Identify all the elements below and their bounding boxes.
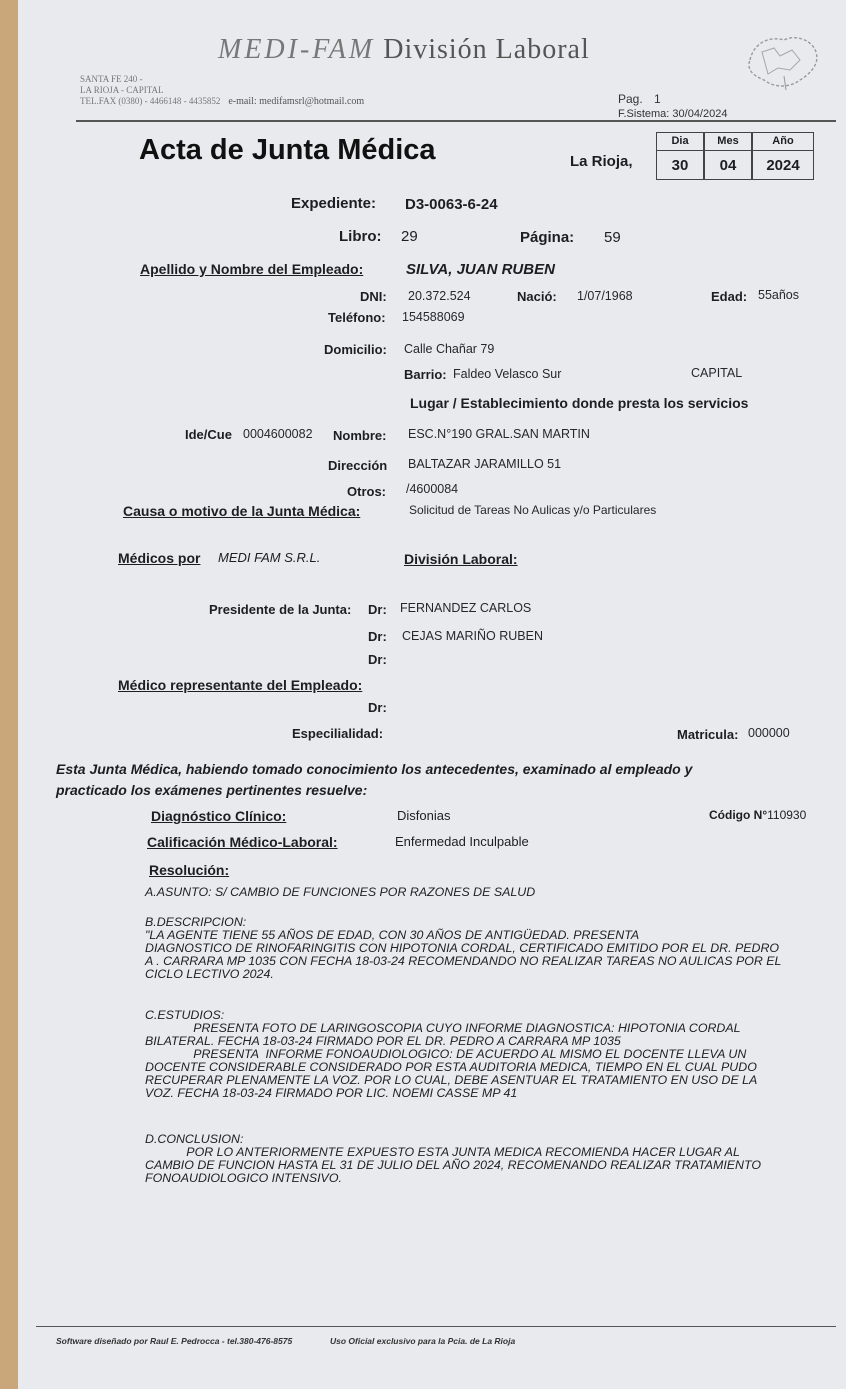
section-title: B.DESCRIPCION: <box>145 915 247 929</box>
text-line: RECUPERAR PLENAMENTE LA VOZ. POR LO CUAL, DEBE ASENTUAR EL TRATAMIENTO EN USO DE LA <box>145 1073 758 1087</box>
workplace-name-label: Nombre: <box>333 428 387 443</box>
text-line: DOCENTE CONSIDERABLE CONSIDERADO POR ESTA AUDITORIA MEDICA, TIEMPO EN EL CUAL PUDO <box>145 1060 757 1074</box>
text-line: CAMBIO DE FUNCION HASTA EL 31 DE JULIO DEL AÑO 2024, RECOMENANDO REALIZAR TRATAMIENTO <box>145 1158 761 1172</box>
idecue-value: 0004600082 <box>243 427 313 441</box>
official-use-note: Uso Oficial exclusivo para la Pcia. de La Rioja <box>330 1336 516 1346</box>
month-label: Mes <box>705 133 751 151</box>
code-value: 110930 <box>767 808 807 822</box>
statement-line: practicado los exámenes pertinentes resuelve: <box>56 782 368 798</box>
phone-value: 154588069 <box>402 310 465 324</box>
city-value: CAPITAL <box>691 366 743 380</box>
code-label: Código N° <box>709 808 768 822</box>
direccion-label: Dirección <box>328 458 388 473</box>
otros-label: Otros: <box>347 484 386 499</box>
cause-value: Solicitud de Tareas No Aulicas y/o Particulares <box>409 503 657 517</box>
page-number: 1 <box>654 92 661 106</box>
phone-fax: TEL.FAX (0380) - 4466148 - 4435852 <box>80 96 221 106</box>
born-label: Nació: <box>517 289 557 304</box>
day-value: 30 <box>671 157 689 174</box>
text-line: VOZ. FECHA 18-03-24 FIRMADO POR LIC. NOEMI CASSE MP 41 <box>145 1086 518 1100</box>
year-label: Año <box>753 133 813 151</box>
dr-label: Dr: <box>368 629 387 644</box>
day-label: Dia <box>657 133 703 151</box>
date-month-box <box>704 132 752 180</box>
text-line: "LA AGENTE TIENE 55 AÑOS DE EDAD, CON 30 AÑOS DE ANTIGÜEDAD. PRESENTA <box>145 928 640 942</box>
resolucion-label: Resolución: <box>149 862 230 878</box>
pagina-value: 59 <box>604 229 621 246</box>
date-year-box <box>752 132 814 180</box>
text-line: CICLO LECTIVO 2024. <box>145 967 274 981</box>
section-title: D.CONCLUSION: <box>145 1132 244 1146</box>
address-line: SANTA FE 240 - <box>80 74 143 84</box>
text-line: BILATERAL. FECHA 18-03-24 FIRMADO POR EL DR. PEDRO A CARRARA MP 1035 <box>145 1034 621 1048</box>
address-label: Domicilio: <box>324 342 387 357</box>
representative-label: Médico representante del Empleado: <box>118 677 363 693</box>
email: e-mail: medifamsrl@hotmail.com <box>228 96 365 107</box>
software-credit: Software diseñado por Raul E. Pedrocca - tel.380-476-8575 <box>56 1336 293 1346</box>
letterhead-brand <box>218 34 590 66</box>
president-label: Presidente de la Junta: <box>209 602 352 617</box>
statement-line: Esta Junta Médica, habiendo tomado conocimiento los antecedentes, examinado al empleado y <box>56 761 693 777</box>
dni-value: 20.372.524 <box>408 289 471 303</box>
workplace-heading: Lugar / Establecimiento donde presta los servicios <box>410 395 749 411</box>
born-value: 1/07/1968 <box>577 289 633 303</box>
expediente-value: D3-0063-6-24 <box>405 196 498 213</box>
page-title: Acta de Junta Médica <box>139 134 436 166</box>
text-line: PRESENTA INFORME FONOAUDIOLOGICO: DE ACUERDO AL MISMO EL DOCENTE LLEVA UN <box>145 1047 747 1061</box>
map-logo-icon <box>740 30 822 92</box>
text-line: PRESENTA FOTO DE LARINGOSCOPIA CUYO INFORME DIAGNOSTICA: HIPOTONIA CORDAL <box>145 1021 741 1035</box>
code-field <box>709 808 806 822</box>
text-line: POR LO ANTERIORMENTE EXPUESTO ESTA JUNTA MEDICA RECOMIENDA HACER LUGAR AL <box>145 1145 740 1159</box>
page-label: Pag. <box>618 92 643 106</box>
employee-name: SILVA, JUAN RUBEN <box>406 261 555 278</box>
diagnosis-label: Diagnóstico Clínico: <box>151 808 287 824</box>
resolution-asunto: A.ASUNTO: S/ CAMBIO DE FUNCIONES POR RAZONES DE SALUD <box>145 885 536 899</box>
section-title: C.ESTUDIOS: <box>145 1008 225 1022</box>
libro-value: 29 <box>401 228 418 245</box>
page-indicator <box>618 92 661 106</box>
calificacion-value: Enfermedad Inculpable <box>395 834 529 849</box>
medicos-por-label: Médicos por <box>118 550 201 566</box>
doctor-name: FERNANDEZ CARLOS <box>400 601 532 615</box>
direccion-value: BALTAZAR JARAMILLO 51 <box>408 457 562 471</box>
age-label: Edad: <box>711 289 748 304</box>
dr-label: Dr: <box>368 602 387 617</box>
text-line: FONOAUDIOLOGICO INTENSIVO. <box>145 1171 342 1185</box>
system-date: F.Sistema: 30/04/2024 <box>618 108 728 120</box>
diagnosis-value: Disfonias <box>397 808 451 823</box>
resolution-conclusion <box>145 1133 761 1185</box>
resolution-studies <box>145 1009 757 1100</box>
idecue-label: Ide/Cue <box>185 427 232 442</box>
matricula-label: Matricula: <box>677 727 739 742</box>
document-sheet <box>18 0 846 1389</box>
phone-label: Teléfono: <box>328 310 386 325</box>
especialidad-label: Especilialidad: <box>292 726 384 741</box>
resolution-description <box>145 916 781 981</box>
expediente-label: Expediente: <box>291 195 377 212</box>
text-line: A . CARRARA MP 1035 CON FECHA 18-03-24 RECOMENDANDO NO REALIZAR TAREAS NO AULICAS POR EL <box>145 954 782 968</box>
workplace-name: ESC.N°190 GRAL.SAN MARTIN <box>408 427 590 441</box>
barrio-value: Faldeo Velasco Sur <box>453 367 562 381</box>
dni-label: DNI: <box>360 289 387 304</box>
place: La Rioja, <box>570 153 633 170</box>
year-value: 2024 <box>766 157 800 174</box>
pagina-label: Página: <box>520 229 575 246</box>
date-day-box <box>656 132 704 180</box>
otros-value: /4600084 <box>406 482 459 496</box>
month-value: 04 <box>719 157 737 174</box>
libro-label: Libro: <box>339 228 382 245</box>
brand-division: División Laboral <box>383 34 590 65</box>
header-rule <box>76 120 836 122</box>
age-value: 55años <box>758 288 800 302</box>
address-line: LA RIOJA - CAPITAL <box>80 85 164 95</box>
footer-rule <box>36 1326 836 1327</box>
dr-label: Dr: <box>368 652 387 667</box>
text-line: DIAGNOSTICO DE RINOFARINGITIS CON HIPOTONIA CORDAL, CERTIFICADO EMITIDO POR EL DR. PEDRO <box>145 941 780 955</box>
matricula-value: 000000 <box>748 726 790 740</box>
division-label: División Laboral: <box>404 551 518 567</box>
calificacion-label: Calificación Médico-Laboral: <box>147 834 338 850</box>
dr-label: Dr: <box>368 700 387 715</box>
address-value: Calle Chañar 79 <box>404 342 495 356</box>
doctor-name: CEJAS MARIÑO RUBEN <box>402 629 543 643</box>
brand-main: MEDI-FAM <box>218 34 376 65</box>
medicos-por-value: MEDI FAM S.R.L. <box>218 550 321 565</box>
employee-name-label: Apellido y Nombre del Empleado: <box>140 261 364 277</box>
cause-label: Causa o motivo de la Junta Médica: <box>123 503 361 519</box>
barrio-label: Barrio: <box>404 367 447 382</box>
address-block <box>80 74 364 107</box>
